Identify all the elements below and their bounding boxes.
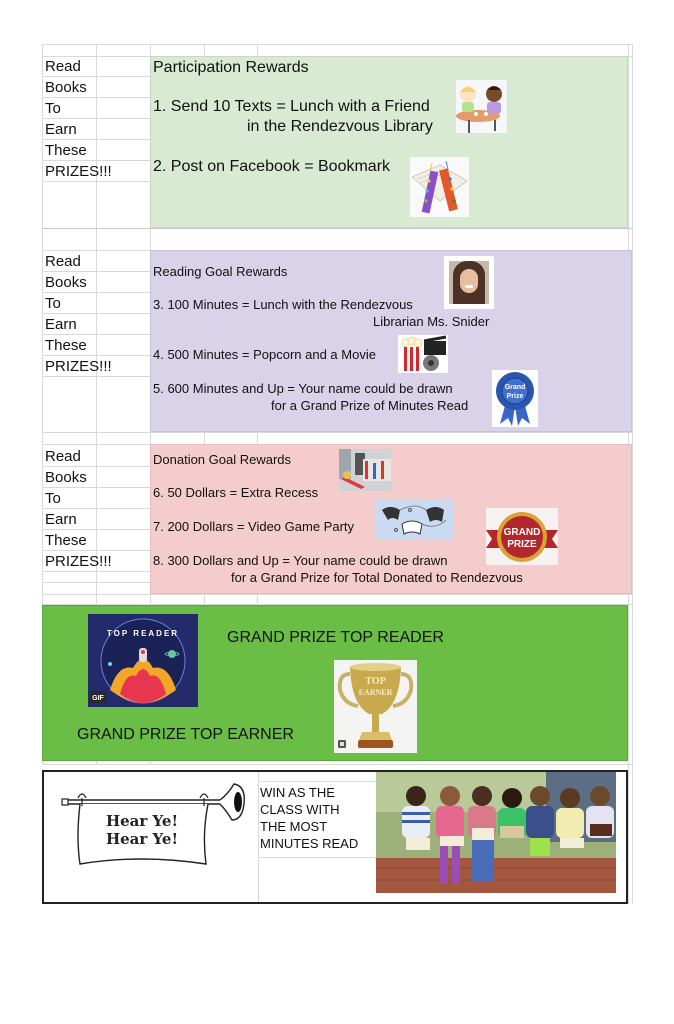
reward-item-6: 6. 50 Dollars = Extra Recess: [153, 485, 319, 500]
grid-row-line: [42, 594, 632, 595]
side-label-text: To: [45, 490, 61, 507]
svg-text:Grand: Grand: [504, 384, 526, 391]
side-label-cell: [42, 56, 150, 77]
side-label-text: PRIZES!!!: [45, 163, 112, 180]
svg-text:EARNER: EARNER: [358, 688, 393, 697]
side-label-cell: [42, 251, 150, 272]
playground-image[interactable]: [339, 449, 391, 491]
side-label-text: Books: [45, 79, 87, 96]
svg-text:PRIZE: PRIZE: [507, 539, 537, 550]
side-label-text: Read: [45, 58, 81, 75]
side-label-text: PRIZES!!!: [45, 553, 112, 570]
side-label-text: PRIZES!!!: [45, 358, 112, 375]
reward-item-1-cont: in the Rendezvous Library: [247, 118, 433, 135]
top-earner-trophy-image[interactable]: [334, 660, 417, 753]
svg-text:TOP: TOP: [365, 676, 386, 687]
side-label-text: These: [45, 532, 87, 549]
side-label-text: These: [45, 142, 87, 159]
class-prize-line: MINUTES READ: [260, 836, 359, 851]
side-label-cell: [42, 140, 150, 161]
kids-lunch-image[interactable]: [456, 80, 507, 133]
top-reader-badge-gif[interactable]: [88, 614, 198, 707]
donation-title: Donation Goal Rewards: [153, 452, 292, 467]
class-prize-box: [42, 770, 628, 904]
svg-text:Hear Ye!: Hear Ye!: [105, 812, 179, 830]
popcorn-movie-image[interactable]: [398, 335, 448, 373]
grid-col-line: [204, 44, 205, 56]
grid-col-line: [257, 44, 258, 56]
side-label-cell: [42, 77, 150, 98]
grid-row-line: [42, 228, 632, 229]
grand-prizes-panel: [42, 605, 628, 761]
reward-item-7: 7. 200 Dollars = Video Game Party: [153, 519, 355, 534]
side-label-text: To: [45, 295, 61, 312]
grid-row-line: [258, 781, 376, 782]
side-label-cell: [42, 314, 150, 335]
side-label-cell: [42, 551, 150, 572]
grid-col-line: [257, 432, 258, 444]
grid-col-line: [632, 44, 633, 904]
grid-row-line: [258, 857, 376, 858]
side-label-text: Read: [45, 448, 81, 465]
grid-row-line: [42, 432, 632, 433]
hear-ye-trumpet-banner[interactable]: [60, 778, 246, 870]
svg-text:Hear Ye!: Hear Ye!: [105, 830, 179, 848]
grid-row-line: [42, 44, 632, 45]
side-label-cell: [42, 488, 150, 509]
reward-item-3: 3. 100 Minutes = Lunch with the Rendezvous: [153, 297, 413, 312]
bookmarks-image[interactable]: [410, 157, 469, 217]
reward-item-1: 1. Send 10 Texts = Lunch with a Friend: [153, 98, 430, 115]
side-label-text: To: [45, 100, 61, 117]
donation-goal-rewards-panel: [150, 444, 632, 594]
side-label-cell: [42, 530, 150, 551]
librarian-photo[interactable]: [444, 256, 494, 309]
svg-text:TOP READER: TOP READER: [106, 629, 180, 638]
side-label-cell: [42, 446, 150, 467]
svg-text:GIF: GIF: [92, 695, 104, 702]
side-label-cell: [42, 98, 150, 119]
grand-prize-top-earner-label: GRAND PRIZE TOP EARNER: [77, 726, 294, 743]
grid-row-line: [42, 764, 632, 765]
side-label-text: Earn: [45, 316, 77, 333]
reading-goal-rewards-panel: [150, 250, 632, 432]
side-label-cell: [42, 509, 150, 530]
video-game-controllers-image[interactable]: [376, 500, 454, 540]
side-label-cell: [42, 161, 150, 182]
side-label-cell: [42, 119, 150, 140]
side-label-cell: [42, 467, 150, 488]
grid-col-line: [204, 432, 205, 444]
side-label-text: Earn: [45, 511, 77, 528]
reward-item-8: 8. 300 Dollars and Up = Your name could be drawn: [153, 553, 448, 568]
side-label-text: These: [45, 337, 87, 354]
side-label-text: Earn: [45, 121, 77, 138]
class-prize-line: THE MOST: [260, 819, 328, 834]
svg-text:Prize: Prize: [506, 393, 524, 400]
grid-row-line: [42, 582, 150, 583]
reward-item-5-cont: for a Grand Prize of Minutes Read: [271, 398, 469, 413]
reading-title: Reading Goal Rewards: [153, 264, 288, 279]
class-prize-text: [260, 784, 358, 852]
side-label-text: Books: [45, 274, 87, 291]
side-label-text: Read: [45, 253, 81, 270]
side-label-cell: [42, 272, 150, 293]
reward-item-5: 5. 600 Minutes and Up = Your name could be drawn: [153, 381, 453, 396]
kids-reading-photo[interactable]: [376, 772, 616, 893]
side-label-cell: [42, 293, 150, 314]
grand-prize-ribbon-image[interactable]: [492, 370, 538, 427]
reward-item-3-cont: Librarian Ms. Snider: [373, 314, 490, 329]
side-label-cell: [42, 335, 150, 356]
participation-title: Participation Rewards: [153, 59, 309, 76]
reward-item-2: 2. Post on Facebook = Bookmark: [153, 158, 391, 175]
grand-prize-badge-image[interactable]: [486, 508, 558, 565]
side-label-text: Books: [45, 469, 87, 486]
class-prize-line: WIN AS THE: [260, 785, 335, 800]
reward-item-8-cont: for a Grand Prize for Total Donated to Rendezvous: [231, 570, 523, 585]
participation-rewards-panel: [150, 56, 628, 228]
svg-text:GRAND: GRAND: [503, 527, 541, 538]
grand-prize-top-reader-label: GRAND PRIZE TOP READER: [227, 629, 444, 646]
reward-item-4: 4. 500 Minutes = Popcorn and a Movie: [153, 347, 376, 362]
side-label-cell: [42, 356, 150, 377]
grid-col-line: [258, 772, 259, 902]
class-prize-line: CLASS WITH: [260, 802, 340, 817]
